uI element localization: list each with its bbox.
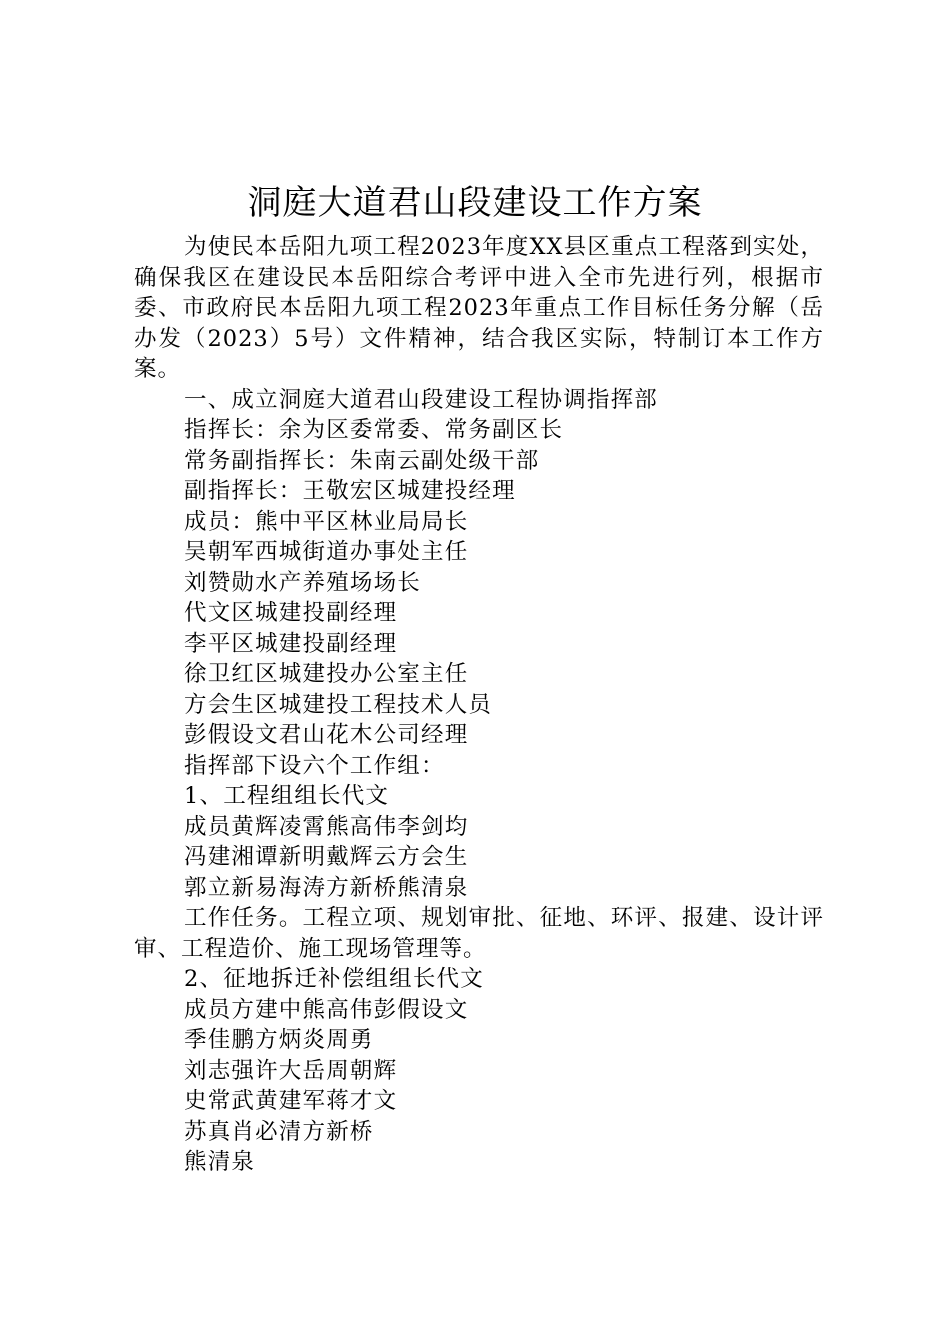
member-line: 方会生区城建投工程技术人员 — [184, 691, 493, 718]
group2-member-line: 史常武黄建军蒋才文 — [184, 1088, 398, 1114]
group1-member-line: 郭立新易海涛方新桥熊清泉 — [184, 874, 469, 901]
section-heading: 一、成立洞庭大道君山段建设工程协调指挥部 — [184, 386, 659, 413]
group1-heading: 1、工程组组长代文 — [184, 783, 390, 809]
member-line: 吴朝军西城街道办事处主任 — [184, 539, 469, 565]
intro-paragraph: 为使民本岳阳九项工程2023年度XX县区重点工程落到实处，确保我区在建设民本岳阳综合考评中进入全市先进行列，根据市委、市政府民本岳阳九项工程2023年重点工作目标任务分解（岳办发（2023）5号）文件精神，结合我区实际，特制订本工作方案。 — [134, 234, 824, 382]
document-title: 洞庭大道君山段建设工作方案 — [247, 183, 703, 223]
executive-deputy-line: 常务副指挥长：朱南云副处级干部 — [184, 447, 540, 474]
group2-member-line: 成员方建中熊高伟彭假设文 — [184, 996, 469, 1023]
group2-heading: 2、征地拆迁补偿组组长代文 — [184, 966, 484, 992]
deputy-line: 副指挥长：王敬宏区城建投经理 — [184, 478, 516, 504]
member-line: 徐卫红区城建投办公室主任 — [184, 661, 469, 687]
group2-member-line: 季佳鹏方炳炎周勇 — [184, 1027, 374, 1053]
group1-member-line: 成员黄辉凌霄熊高伟李剑均 — [184, 813, 469, 840]
group1-member-line: 冯建湘谭新明戴辉云方会生 — [184, 844, 469, 870]
group1-tasks-paragraph: 工作任务。工程立项、规划审批、征地、环评、报建、设计评审、工程造价、施工现场管理等。 — [134, 905, 824, 962]
commander-line: 指挥长：余为区委常委、常务副区长 — [184, 417, 564, 443]
member-line: 代文区城建投副经理 — [184, 600, 398, 626]
group2-member-line: 刘志强许大岳周朝辉 — [184, 1057, 398, 1084]
member-line: 刘赞勋水产养殖场场长 — [184, 569, 422, 596]
member-line: 成员：熊中平区林业局局长 — [184, 508, 469, 535]
group2-member-line: 苏真肖必清方新桥 — [184, 1118, 374, 1145]
document-body — [134, 232, 824, 1178]
member-line: 彭假设文君山花木公司经理 — [184, 722, 469, 748]
groups-intro: 指挥部下设六个工作组： — [184, 752, 445, 779]
group2-member-line: 熊清泉 — [184, 1149, 256, 1175]
member-line: 李平区城建投副经理 — [184, 630, 398, 657]
